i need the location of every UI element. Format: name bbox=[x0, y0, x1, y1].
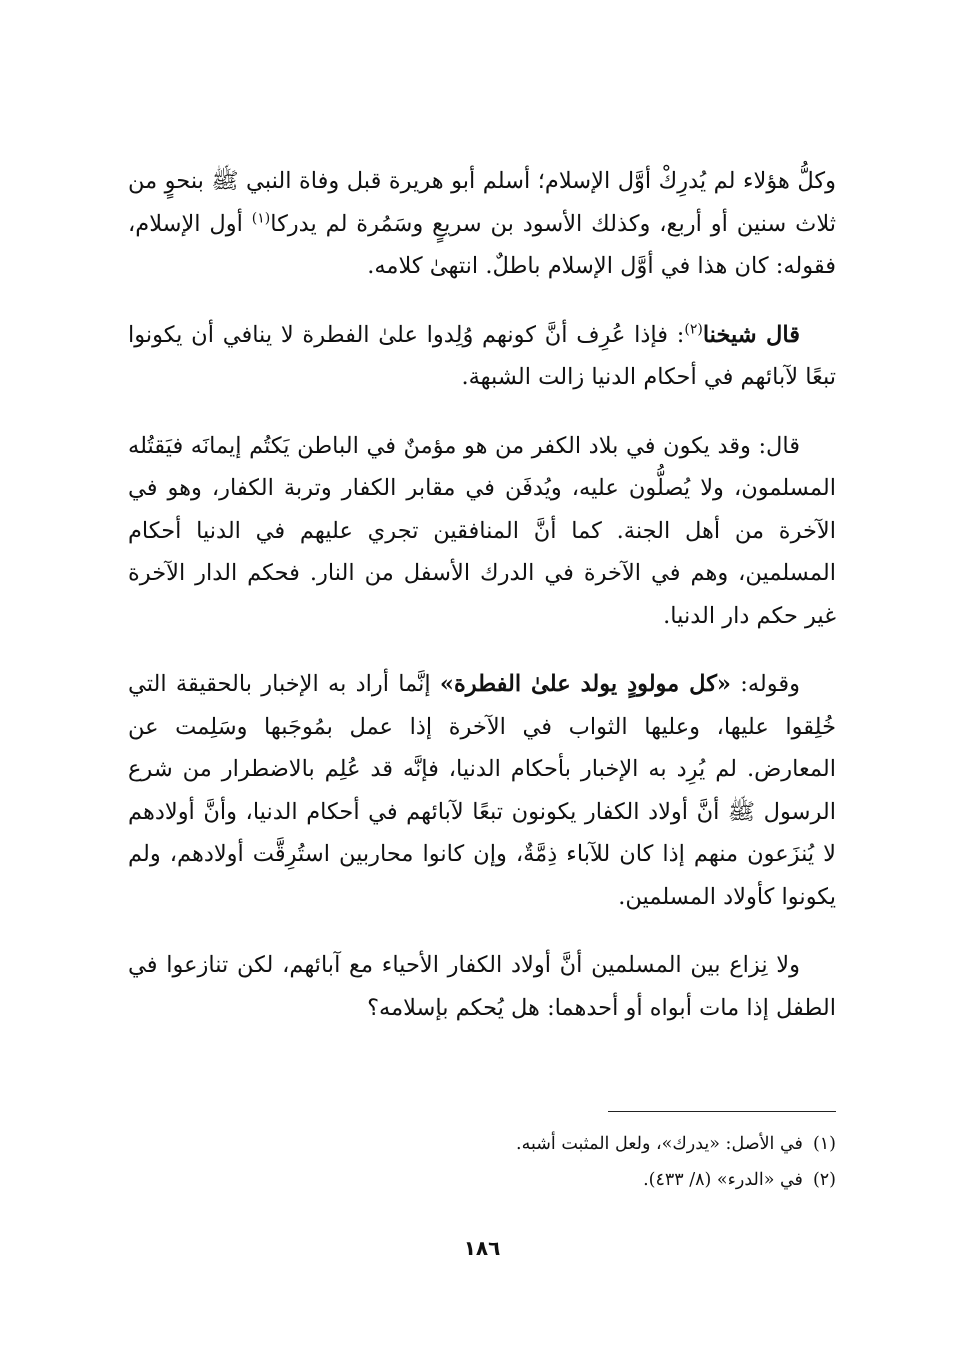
paragraph-1 bbox=[128, 160, 836, 288]
hadith-quote: «كل مولودٍ يولد علىٰ الفطرة» bbox=[439, 671, 731, 697]
paragraph-4-text-b: إنَّما أراد به الإخبار بالحقيقة التي خُلِقوا عليها، وعليها الثواب في الآخرة إذا عمل بمُوجَبها وسَلِمت عن المعارض. لم يُرِد به الإخبار بأحكام الدنيا، فإنَّه قد عُلِم بالاضطرار من شرع الرسول ﷺ أنَّ أولاد الكفار يكونون تبعًا لآبائهم في أحكام الدنيا، وأنَّ أولادهم لا يُنزَعون منهم إذا كان للآباء ذِمَّةٌ، وإن كانوا محاربين استُرِقَّت أولادهم، ولم يكونوا كأولاد المسلمين. bbox=[128, 671, 836, 910]
paragraph-2-text: : فإذا عُرِف أنَّ كونهم وُلِدوا علىٰ الفطرة لا ينافي أن يكونوا تبعًا لآبائهم في أحكام الدنيا زالت الشبهة. bbox=[128, 321, 836, 390]
paragraph-2 bbox=[128, 314, 836, 399]
footnote-1-text: في الأصل: «يدرك»، ولعل المثبت أشبه. bbox=[516, 1134, 803, 1154]
footnote-2 bbox=[128, 1162, 836, 1198]
paragraph-3 bbox=[128, 425, 836, 638]
footnotes bbox=[128, 1126, 836, 1198]
paragraph-4 bbox=[128, 663, 836, 918]
main-text bbox=[128, 160, 836, 1055]
footnote-2-number: (٢) bbox=[812, 1170, 836, 1190]
paragraph-5 bbox=[128, 944, 836, 1029]
paragraph-2-lead: قال شيخنا bbox=[702, 321, 800, 348]
paragraph-1-text-a: وكلُّ هؤلاء لم يُدرِكْ أوَّل الإسلام؛ أسلم أبو هريرة قبل وفاة النبي ﷺ بنحوٍ من ثلاث سنين أو أربع، وكذلك الأسود بن سريعٍ وسَمُرة لم يدركا bbox=[128, 168, 837, 237]
paragraph-4-text-a: وقوله: bbox=[730, 671, 800, 697]
footnote-ref-2[interactable]: (٢) bbox=[684, 321, 703, 337]
page-number: ١٨٦ bbox=[463, 1236, 501, 1260]
footnote-ref-1[interactable]: (١) bbox=[251, 210, 271, 226]
footnote-2-text: في «الدرء» (٨/ ٤٣٣). bbox=[643, 1170, 803, 1190]
footnote-1 bbox=[128, 1126, 836, 1162]
footnote-divider bbox=[608, 1111, 836, 1112]
paragraph-1-text-b: أول الإسلام، فقوله: كان هذا في أوَّل الإسلام باطلٌ. انتهىٰ كلامه. bbox=[128, 210, 836, 279]
paragraph-3-text: قال: وقد يكون في بلاد الكفر من هو مؤمنٌ في الباطن يَكتُم إيمانَه فيَقتُله المسلمون، ولا يُصلُّون عليه، ويُدفَن في مقابر الكفار وتربة الكفار، وهو في الآخرة من أهل الجنة. كما أنَّ المنافقين تجري عليهم في الدنيا أحكام المسلمين، وهم في الآخرة في الدرك الأسفل من النار. فحكم الدار الآخرة غير حكم دار الدنيا. bbox=[128, 432, 836, 629]
paragraph-5-text: ولا نِزاع بين المسلمين أنَّ أولاد الكفار الأحياء مع آبائهم، لكن تنازعوا في الطفل إذا مات أبواه أو أحدهما: هل يُحكم بإسلامه؟ bbox=[128, 952, 836, 1021]
footnote-1-number: (١) bbox=[812, 1134, 836, 1154]
